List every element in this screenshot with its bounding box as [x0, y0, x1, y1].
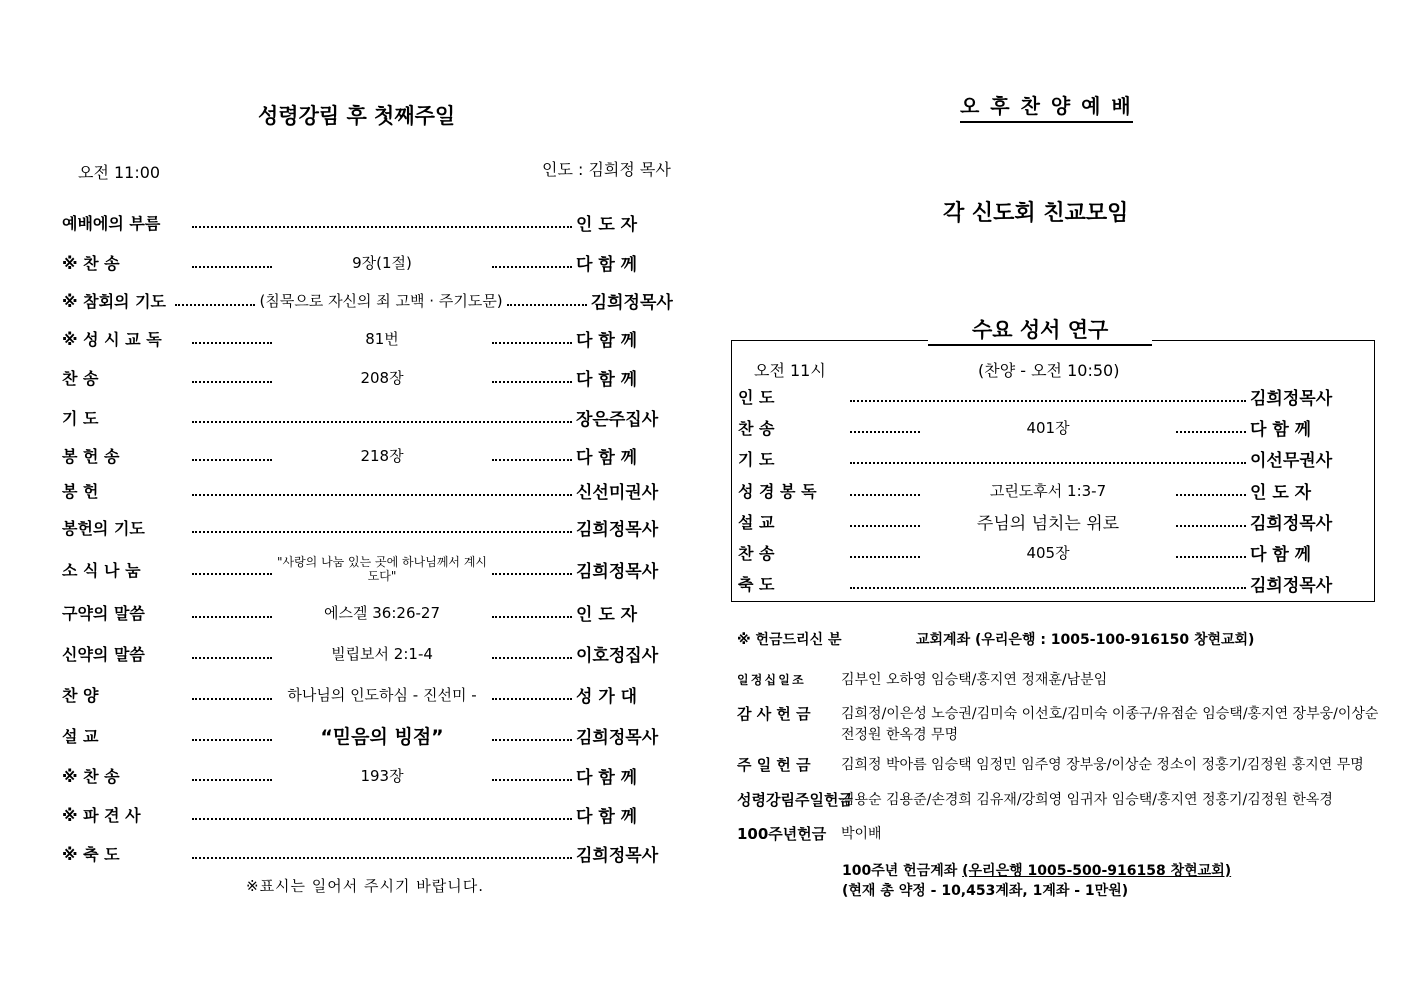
worship-item-person: 김희정목사 — [576, 727, 659, 748]
leader-dots — [507, 304, 587, 306]
offering-row — [737, 755, 1379, 776]
leader-dots — [192, 342, 272, 344]
wednesday-praise-time: (찬양 - 오전 10:50) — [978, 361, 1120, 380]
worship-item-label: 소 식 나 눔 — [62, 560, 141, 580]
leader-dots — [175, 304, 255, 306]
pledge-status: (현재 총 약정 - 10,453계좌, 1계좌 - 1만원) — [842, 883, 1129, 899]
wednesday-item-detail: 주님의 넘치는 위로 — [976, 513, 1120, 534]
offering-row — [737, 824, 1379, 845]
wednesday-item-person: 김희정목사 — [1250, 513, 1333, 534]
worship-item-person: 다 함 께 — [576, 254, 638, 275]
wednesday-item-detail: 고린도후서 1:3-7 — [989, 481, 1107, 500]
leader-dots — [492, 381, 572, 383]
wednesday-item-person: 인 도 자 — [1250, 482, 1312, 503]
offering-type: 감 사 헌 금 — [737, 705, 811, 723]
worship-item — [62, 512, 688, 542]
worship-item-detail: "사랑의 나눔 있는 곳에 하나님께서 계시도다" — [276, 555, 488, 583]
centennial-label: 100주년 헌금계좌 — [842, 863, 958, 879]
leader-dots — [492, 739, 572, 741]
worship-item-person: 다 함 께 — [576, 767, 638, 788]
leader-dots — [850, 556, 920, 558]
worship-item-detail: 하나님의 인도하심 - 진선미 - — [287, 685, 477, 704]
worship-item — [62, 207, 688, 237]
centennial-account: (우리은행 1005-500-916158 창현교회) — [962, 863, 1232, 879]
wednesday-item — [738, 507, 1368, 535]
offering-names: 김부인 오하영 임승택/홍지연 정재훈/남분임 — [841, 672, 1108, 688]
wednesday-item — [738, 444, 1368, 472]
leader-dots — [192, 494, 572, 496]
leader-dots — [192, 857, 572, 859]
wednesday-item-label: 설 교 — [738, 512, 775, 532]
worship-item-person: 김희정목사 — [576, 519, 659, 540]
wednesday-time: 오전 11시 — [754, 361, 826, 380]
wednesday-item — [738, 413, 1368, 441]
leader-dots — [850, 494, 920, 496]
leader-dots — [192, 266, 272, 268]
offering-names: 김용순 김용준/손경희 김유재/강희영 임귀자 임승택/홍지연 정홍기/김정원 한옥경 — [841, 792, 1333, 808]
worship-item-label: 봉 헌 송 — [62, 446, 120, 466]
leader-dots — [1176, 431, 1246, 433]
worship-item-detail: 빌립보서 2:1-4 — [331, 644, 433, 663]
leader-dots — [850, 587, 1246, 589]
offering-type: 성령강림주일헌금 — [737, 791, 853, 809]
leader-dots — [192, 459, 272, 461]
worship-item-label: 예배에의 부름 — [62, 213, 161, 233]
worship-item-label: 구약의 말씀 — [62, 603, 145, 623]
wednesday-title: 수요 성서 연구 — [928, 314, 1152, 346]
leader-dots — [850, 400, 1246, 402]
leader-dots — [850, 431, 920, 433]
offering-row — [737, 704, 1379, 746]
worship-item-person: 다 함 께 — [576, 369, 638, 390]
worship-item-person: 인 도 자 — [576, 604, 638, 625]
wednesday-item-person: 김희정목사 — [1250, 388, 1333, 409]
church-account: 교회계좌 (우리은행 : 1005-100-916150 창현교회) — [916, 632, 1255, 648]
leader-dots — [850, 525, 920, 527]
wednesday-item-person: 다 함 께 — [1250, 544, 1312, 565]
worship-item-person: 다 함 께 — [576, 806, 638, 827]
worship-item — [62, 760, 688, 790]
leader-dots — [492, 657, 572, 659]
worship-item-person: 김희정목사 — [576, 561, 659, 582]
leader-dots — [492, 779, 572, 781]
offering-header: ※ 헌금드리신 분 — [737, 632, 842, 648]
worship-item — [62, 247, 688, 277]
wednesday-item — [738, 476, 1368, 504]
worship-item — [62, 362, 688, 392]
wednesday-item-person: 김희정목사 — [1250, 575, 1333, 596]
leader-dots — [850, 462, 1246, 464]
worship-item-detail: 에스겔 36:26-27 — [324, 603, 440, 622]
wednesday-item-detail: 405장 — [1026, 543, 1070, 562]
worship-item-person: 다 함 께 — [576, 447, 638, 468]
wednesday-item-detail: 401장 — [1026, 418, 1070, 437]
worship-item-detail: 218장 — [360, 446, 404, 465]
worship-item-label: 기 도 — [62, 408, 99, 428]
worship-item — [62, 402, 688, 432]
leader-dots — [192, 616, 272, 618]
worship-item-person: 다 함 께 — [576, 330, 638, 351]
left-title: 성령강림 후 첫째주일 — [258, 104, 456, 128]
leader-dots — [492, 573, 572, 575]
worship-item — [62, 799, 688, 829]
worship-item-label: ※ 성 시 교 독 — [62, 329, 162, 349]
worship-item — [62, 440, 688, 470]
wednesday-item-label: 인 도 — [738, 387, 775, 407]
worship-item-person: 이호정집사 — [576, 645, 659, 666]
wednesday-item-label: 찬 송 — [738, 543, 775, 563]
leader-dots — [192, 226, 572, 228]
worship-item-detail: (침묵으로 자신의 죄 고백 · 주기도문) — [259, 291, 503, 310]
worship-item-detail: 81번 — [365, 329, 399, 348]
wednesday-item-label: 찬 송 — [738, 418, 775, 438]
offering-type: 주 일 헌 금 — [737, 756, 811, 774]
wednesday-item — [738, 538, 1368, 566]
worship-item — [62, 285, 688, 315]
leader-dots — [1176, 556, 1246, 558]
worship-item-person: 장은주집사 — [576, 409, 659, 430]
worship-item-detail: “믿음의 빙점” — [320, 725, 444, 748]
leader-dots — [492, 342, 572, 344]
leader-dots — [192, 818, 572, 820]
worship-item-detail: 9장(1절) — [352, 253, 412, 272]
leader-dots — [1176, 494, 1246, 496]
leader-dots — [192, 739, 272, 741]
wednesday-item-label: 축 도 — [738, 574, 775, 594]
worship-item-person: 성 가 대 — [576, 686, 638, 707]
offering-names: 김희정 박아름 임승택 임정민 임주영 장부웅/이상순 정소이 정홍기/김정원 홍지연 무명 — [841, 757, 1364, 773]
worship-item-label: ※ 축 도 — [62, 844, 120, 864]
leader-dots — [192, 657, 272, 659]
worship-item-person: 김희정목사 — [590, 292, 673, 313]
wednesday-item — [738, 569, 1368, 597]
worship-item — [62, 475, 688, 505]
worship-item — [62, 720, 688, 750]
fellowship-title: 각 신도회 친교모임 — [943, 201, 1129, 226]
worship-item — [62, 554, 688, 584]
worship-item — [62, 679, 688, 709]
wednesday-item-person: 이선무권사 — [1250, 450, 1333, 471]
service-time: 오전 11:00 — [78, 163, 161, 182]
worship-item-label: ※ 참회의 기도 — [62, 291, 166, 311]
leader-dots — [192, 698, 272, 700]
worship-item-person: 인 도 자 — [576, 214, 638, 235]
worship-item — [62, 638, 688, 668]
leader-dots — [192, 573, 272, 575]
wednesday-item — [738, 382, 1368, 410]
worship-item-detail: 208장 — [360, 368, 404, 387]
worship-item-label: ※ 찬 송 — [62, 253, 120, 273]
worship-item-label: 신약의 말씀 — [62, 644, 145, 664]
service-leader: 인도 : 김희정 목사 — [542, 160, 671, 179]
leader-dots — [192, 531, 572, 533]
worship-item-label: 봉 헌 — [62, 481, 99, 501]
wednesday-item-label: 성 경 봉 독 — [738, 481, 817, 501]
worship-item-detail: 193장 — [360, 766, 404, 785]
offering-names: 김희정/이은성 노승권/김미숙 이선호/김미숙 이종구/유점순 임승택/홍지연 장부웅/이상순 전정원 한옥경 무명 — [841, 706, 1379, 743]
centennial-account-line — [842, 860, 1231, 880]
leader-dots — [492, 266, 572, 268]
worship-item-label: 찬 송 — [62, 368, 99, 388]
worship-item — [62, 323, 688, 353]
worship-item-label: 설 교 — [62, 726, 99, 746]
leader-dots — [492, 616, 572, 618]
worship-item — [62, 597, 688, 627]
standing-footnote: ※표시는 일어서 주시기 바랍니다. — [246, 877, 485, 895]
afternoon-title: 오 후 찬 양 예 배 — [960, 90, 1133, 123]
leader-dots — [192, 421, 572, 423]
offering-type: 일 정 십 일 조 — [737, 673, 803, 687]
wednesday-item-label: 기 도 — [738, 449, 775, 469]
worship-item-label: 봉헌의 기도 — [62, 518, 145, 538]
leader-dots — [492, 459, 572, 461]
worship-item — [62, 838, 688, 868]
worship-item-person: 신선미권사 — [576, 482, 659, 503]
leader-dots — [192, 779, 272, 781]
offering-type: 100주년헌금 — [737, 825, 827, 843]
wednesday-item-person: 다 함 께 — [1250, 419, 1312, 440]
worship-item-label: ※ 파 견 사 — [62, 805, 141, 825]
worship-item-label: 찬 양 — [62, 685, 99, 705]
leader-dots — [1176, 525, 1246, 527]
leader-dots — [192, 381, 272, 383]
offering-row — [737, 670, 1379, 691]
leader-dots — [492, 698, 572, 700]
offering-names: 박이배 — [841, 826, 882, 842]
offering-row — [737, 790, 1379, 811]
worship-item-person: 김희정목사 — [576, 845, 659, 866]
worship-item-label: ※ 찬 송 — [62, 766, 120, 786]
